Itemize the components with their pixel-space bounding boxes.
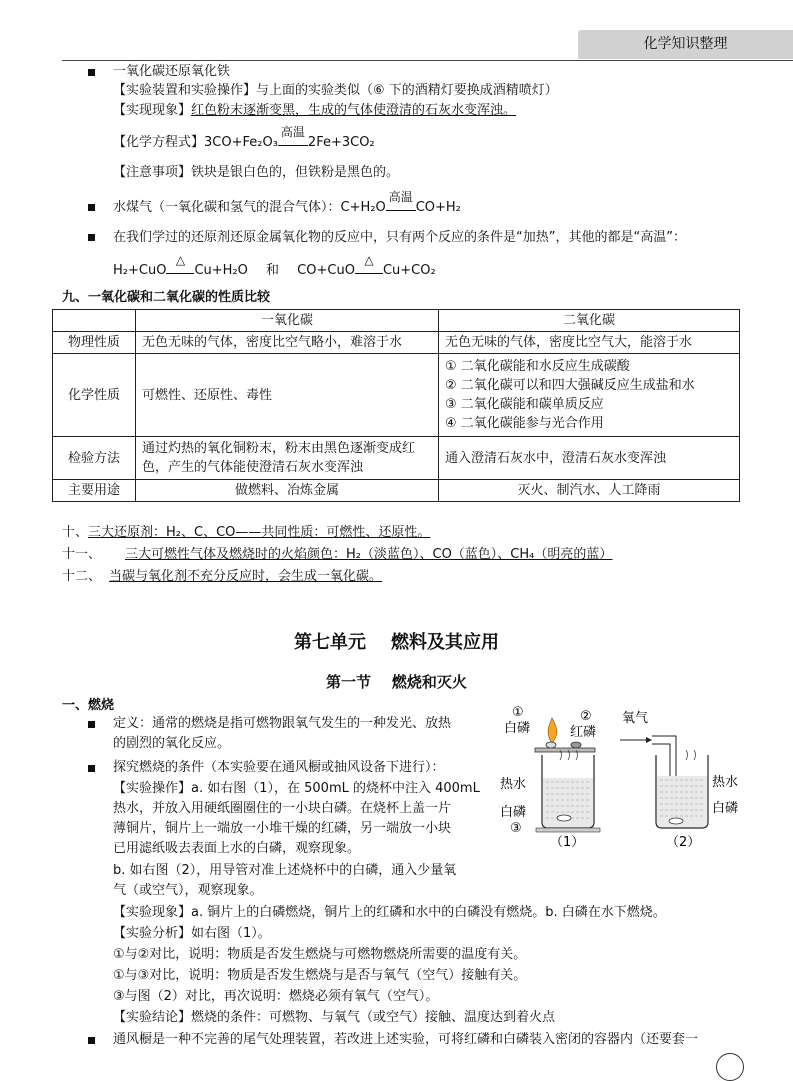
header-rule (62, 60, 793, 61)
combustion-def-2: 的剧烈的氧化反应。 (113, 736, 231, 751)
fig-white-p-label: 白磷 (504, 721, 531, 736)
co-phenomenon-line (113, 102, 516, 120)
op-line: 薄铜片，铜片上一端放一小堆干燥的红磷，另一端放一小块 (113, 821, 452, 836)
cell-co2: 通入澄清石灰水中，澄清石灰水变浑浊 (439, 437, 740, 480)
water-gas-text: 水煤气（一氧化碳和氢气的混合气体）：C+H₂O (113, 200, 386, 215)
arrow-head-icon (646, 737, 652, 743)
concl-line: 【实验结论】燃烧的条件：可燃物、与氧气（或空气）接触、温度达到着火点 (113, 1010, 556, 1025)
reductants-equations (113, 253, 436, 280)
row-label: 检验方法 (53, 437, 136, 480)
table-header-co2: 二氧化碳 (439, 310, 740, 332)
table-row (53, 437, 740, 480)
flame-icon (548, 718, 557, 742)
section11-num: 十一、 (62, 547, 102, 562)
eq1-right: Cu+H₂O (194, 263, 248, 278)
fig-num-3: ③ (510, 821, 522, 836)
copper-plate (535, 748, 595, 752)
anal-item: ①与②对比，说明：物质是否发生燃烧与可燃物燃烧所需要的温度有关。 (113, 947, 527, 962)
fig-oxygen-label: 氧气 (622, 711, 649, 726)
co-equation-left: 3CO+Fe₂O₃ (204, 135, 278, 150)
op-line: 热水，并放入用硬纸圈圈住的一小块白磷。在烧杯上盖一片 (113, 801, 452, 816)
row-label: 化学性质 (53, 354, 136, 437)
fig-red-p-label: 红磷 (570, 725, 597, 740)
cell-co2: 灭火、制汽水、人工降雨 (439, 480, 740, 502)
bullet-square-icon (88, 204, 95, 211)
co-phenomenon-text: 红色粉末逐渐变黑，生成的气体使澄清的石灰水变浑浊。 (191, 103, 517, 118)
water-gas-right: CO+H₂ (415, 200, 461, 215)
fig-caption-1: （1） (550, 835, 585, 850)
section10 (62, 524, 430, 542)
fig-num-2: ② (580, 709, 592, 724)
page-number-circle (716, 1053, 744, 1081)
co-equation-label: 【化学方程式】 (113, 135, 205, 150)
cell-co2-list (439, 354, 740, 437)
combustion-def-1: 定义：通常的燃烧是指可燃物跟氧气发生的一种发光、放热 (113, 716, 452, 731)
hood-line: 通风橱是一种不完善的尾气处理装置，若改进上述实验，可将红磷和白磷装入密闭的容器内（还要套一 (113, 1032, 699, 1047)
cell-co2: 无色无味的气体，密度比空气大，能溶于水 (439, 332, 740, 354)
table-cell-empty (53, 310, 136, 332)
section11 (62, 546, 612, 564)
section10-text: 三大还原剂：H₂、C、CO——共同性质：可燃性、还原性。 (88, 525, 431, 540)
phen-line: 【实验现象】a. 铜片上的白磷燃烧，铜片上的红磷和水中的白磷没有燃烧。b. 白磷在水下燃烧。 (113, 905, 666, 920)
anal-item: ①与③对比，说明：物质是否发生燃烧与是否与氧气（空气）接触有关。 (113, 968, 527, 983)
eq2-condition: △ (355, 264, 383, 274)
eq1-left: H₂+CuO (113, 263, 167, 278)
cell-co: 通过灼热的氧化铜粉末，粉末由黑色逐渐变成红色，产生的气体能使澄清石灰水变浑浊 (136, 437, 439, 480)
fig-caption-2: （2） (666, 835, 701, 850)
co-apparatus-text: 与上面的实验类似（⑥ 下的酒精灯要换成酒精喷灯） (256, 83, 558, 98)
cell-co: 做燃料、冶炼金属 (136, 480, 439, 502)
unit7-subtitle: 第一节 燃烧和灭火 (326, 673, 467, 691)
bullet-square-icon (88, 721, 95, 728)
combustion-title: 一、燃烧 (62, 698, 115, 713)
fig-white-p3-label: 白磷 (712, 801, 739, 816)
bullet-square-icon (88, 234, 95, 241)
co-apparatus-line (113, 82, 558, 100)
anal-item: ③与图（2）对比，再次说明：燃烧必须有氧气（空气）。 (113, 989, 439, 1004)
steam-icon (686, 750, 696, 760)
op-line: 【实验操作】a. 如右图（1），在 500mL 的烧杯中注入 400mL (113, 781, 480, 796)
bullet-square-icon (88, 765, 95, 772)
co-equation-right: 2Fe+3CO₂ (307, 135, 375, 150)
row-label: 主要用途 (53, 480, 136, 502)
co-apparatus-label: 【实验装置和实验操作】 (113, 83, 257, 98)
op-line: 已用滤纸吸去表面上水的白磷，观察现象。 (113, 841, 361, 856)
reductants-text: 在我们学过的还原剂还原金属氧化物的反应中，只有两个反应的条件是“加热”，其他的都是“高温”： (113, 230, 686, 245)
row-label: 物理性质 (53, 332, 136, 354)
white-phosphorus-lump (546, 742, 556, 748)
eq2-right: Cu+CO₂ (382, 263, 436, 278)
and-word: 和 (266, 263, 280, 278)
combustion-figure (490, 700, 760, 860)
red-phosphorus-lump (571, 742, 581, 748)
section9-title: 九、一氧化碳和二氧化碳的性质比较 (62, 290, 271, 305)
bullet-square-icon (88, 1037, 95, 1044)
comparison-table (52, 309, 740, 502)
co2-item: ② 二氧化碳可以和四大强碱反应生成盐和水 (445, 378, 695, 393)
section12-num: 十二、 (62, 569, 102, 584)
unit7-title: 第七单元 燃料及其应用 (293, 632, 500, 653)
co2-item: ① 二氧化碳能和水反应生成碳酸 (445, 359, 630, 374)
header-tab: 化学知识整理 (578, 30, 793, 59)
co-section-title: 一氧化碳还原氧化铁 (113, 64, 231, 79)
co2-item: ④ 二氧化碳能参与光合作用 (445, 416, 604, 431)
section10-num: 十、 (62, 525, 89, 540)
eq2-left: CO+CuO (297, 263, 355, 278)
co-equation-condition: 高温 (278, 136, 308, 146)
op-line: 气（或空气），观察现象。 (113, 883, 263, 898)
co-note-line (113, 164, 399, 182)
table-row (53, 480, 740, 502)
table-row (53, 310, 740, 332)
co-equation-line (113, 125, 375, 152)
anal-line: 【实验分析】如右图（1）。 (113, 926, 271, 941)
cell-co: 可燃性、还原性、毒性 (136, 354, 439, 437)
white-phosphorus-in-water (557, 815, 571, 821)
co2-item: ③ 二氧化碳能和碳单质反应 (445, 397, 604, 412)
cell-co: 无色无味的气体，密度比空气略小，难溶于水 (136, 332, 439, 354)
table-row (53, 354, 740, 437)
white-phosphorus-in-water-2 (669, 818, 683, 824)
co-phenomenon-label: 【实现现象】 (113, 103, 192, 118)
co-note-text: 铁块是银白色的，但铁粉是黑色的。 (191, 165, 400, 180)
op-line: b. 如右图（2），用导管对准上述烧杯中的白磷，通入少量氧 (113, 863, 457, 878)
stand-1 (536, 828, 600, 832)
table-header-co: 一氧化碳 (136, 310, 439, 332)
explore-line: 探究燃烧的条件（本实验要在通风橱或抽风设备下进行）： (113, 760, 445, 775)
fig-num-1: ① (512, 705, 524, 720)
section12 (62, 568, 382, 586)
water-gas-line (113, 190, 461, 217)
bullet-square-icon (88, 69, 95, 76)
section11-text: 三大可燃性气体及燃烧时的火焰颜色：H₂（淡蓝色）、CO（蓝色）、CH₄（明亮的蓝） (125, 547, 613, 562)
fig-white-p2-label: 白磷 (500, 805, 527, 820)
fig-hot-water2-label: 热水 (712, 775, 739, 790)
co-note-label: 【注意事项】 (113, 165, 192, 180)
fig-hot-water-label: 热水 (500, 777, 527, 792)
water-gas-condition: 高温 (386, 201, 416, 211)
eq1-condition: △ (166, 264, 194, 274)
section12-text: 当碳与氧化剂不充分反应时，会生成一氧化碳。 (109, 569, 383, 584)
table-row (53, 332, 740, 354)
